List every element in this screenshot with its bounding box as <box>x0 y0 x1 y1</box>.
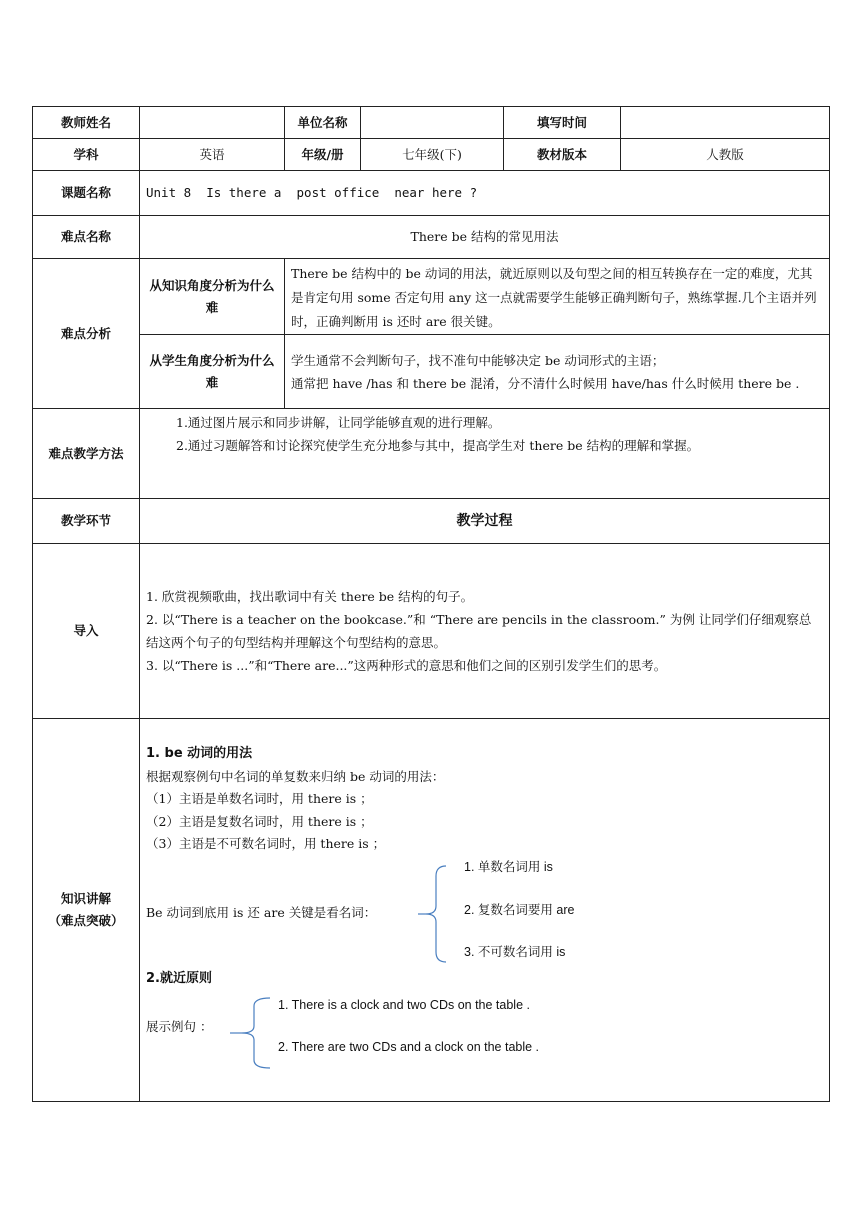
curly-brace-icon <box>418 864 448 964</box>
knowledge-rule-1: （1）主语是单数名词时，用 there is ； <box>146 791 373 806</box>
time-label: 填写时间 <box>504 107 621 139</box>
method-row <box>33 409 830 499</box>
teacher-value <box>140 107 285 139</box>
student-angle-label: 从学生角度分析为什么难 <box>140 335 285 409</box>
difficulty-label: 难点名称 <box>33 216 140 259</box>
intro-line-2: 2. 以“There is a teacher on the bookcase.”和 “There are pencils in the classroom.” 为例 让同学们仔细观察总结这两个句子的句型结构并理解这个句型结构的意思。 <box>146 612 812 650</box>
knowledge-angle-label: 从知识角度分析为什么难 <box>140 259 285 335</box>
example-sentence-1: 1. There is a clock and two CDs on the table . <box>278 998 530 1012</box>
intro-line-1: 1. 欣赏视频歌曲，找出歌词中有关 there be 结构的句子。 <box>146 589 474 604</box>
method-text <box>140 409 830 499</box>
grade-label: 年级/册 <box>285 139 361 171</box>
header-row-1 <box>33 107 830 139</box>
method-label: 难点教学方法 <box>33 409 140 499</box>
brace-item-3: 3. 不可数名词用 is <box>464 944 566 959</box>
student-angle-text <box>285 335 830 409</box>
topic-label: 课题名称 <box>33 171 140 216</box>
knowledge-intro: 根据观察例句中名词的单复数来归纳 be 动词的用法： <box>146 768 445 784</box>
unit-label: 单位名称 <box>285 107 361 139</box>
student-text-line-2: 通常把 have /has 和 there be 混淆，分不清什么时候用 have/has 什么时候用 there be . <box>291 375 800 391</box>
method-item-1: 1.通过图片展示和同步讲解，让同学能够直观的进行理解。 <box>176 415 501 430</box>
difficulty-value: There be 结构的常见用法 <box>140 216 830 259</box>
method-item-2: 2.通过习题解答和讨论探究使学生充分地参与其中，提高学生对 there be 结构的理解和掌握。 <box>176 438 700 453</box>
intro-row <box>33 544 830 719</box>
analysis-row-2 <box>33 335 830 409</box>
curly-brace-icon <box>228 996 272 1070</box>
process-label: 教学过程 <box>140 499 830 544</box>
knowledge-row <box>33 719 830 1102</box>
intro-line-3: 3. 以“There is ...”和“There are...”这两种形式的意思和他们之间的区别引发学生们的思考。 <box>146 658 667 673</box>
example-lead: 展示例句 ： <box>146 1019 213 1034</box>
knowledge-rule-2: （2）主语是复数名词时，用 there is ； <box>146 813 373 829</box>
brace-lead: Be 动词到底用 is 还 are 关键是看名词： <box>146 904 377 920</box>
unit-value <box>361 107 504 139</box>
process-header-row <box>33 499 830 544</box>
brace-item-2: 2. 复数名词要用 are <box>464 902 575 917</box>
be-verb-brace-block <box>146 856 823 966</box>
knowledge-title-2: 2.就近原则 <box>146 970 212 986</box>
header-row-2 <box>33 139 830 171</box>
topic-row <box>33 171 830 216</box>
knowledge-rule-3: （3）主语是不可数名词时，用 there is ； <box>146 836 386 851</box>
teacher-label: 教师姓名 <box>33 107 140 139</box>
grade-value: 七年级(下) <box>361 139 504 171</box>
analysis-row-1 <box>33 259 830 335</box>
knowledge-label-line-1: 知识讲解 <box>60 891 111 906</box>
example-brace-block <box>146 990 823 1076</box>
student-text-line-1: 学生通常不会判断句子，找不准句中能够决定 be 动词形式的主语； <box>291 352 665 368</box>
analysis-label: 难点分析 <box>33 259 140 409</box>
knowledge-label <box>33 719 140 1102</box>
example-sentence-2: 2. There are two CDs and a clock on the table . <box>278 1040 540 1054</box>
difficulty-row <box>33 216 830 259</box>
knowledge-content <box>140 719 830 1102</box>
knowledge-angle-text: There be 结构中的 be 动词的用法，就近原则以及句型之间的相互转换存在一定的难度，尤其是肯定句用 some 否定句用 any 这一点就需要学生能够正确判断句子，熟练掌握.几个主语并列时，正确判断用 is 还时 are 很关键。 <box>285 259 830 335</box>
topic-value: Unit 8 Is there a post office near here ? <box>140 171 830 216</box>
knowledge-label-line-2: （难点突破） <box>48 913 124 928</box>
subject-value: 英语 <box>140 139 285 171</box>
edition-label: 教材版本 <box>504 139 621 171</box>
intro-label: 导入 <box>33 544 140 719</box>
knowledge-title-1: 1. be 动词的用法 <box>146 746 253 761</box>
edition-value: 人教版 <box>621 139 830 171</box>
time-value <box>621 107 830 139</box>
lesson-table <box>32 106 830 1102</box>
subject-label: 学科 <box>33 139 140 171</box>
brace-item-1: 1. 单数名词用 is <box>464 859 553 874</box>
stage-label: 教学环节 <box>33 499 140 544</box>
intro-content <box>140 544 830 719</box>
